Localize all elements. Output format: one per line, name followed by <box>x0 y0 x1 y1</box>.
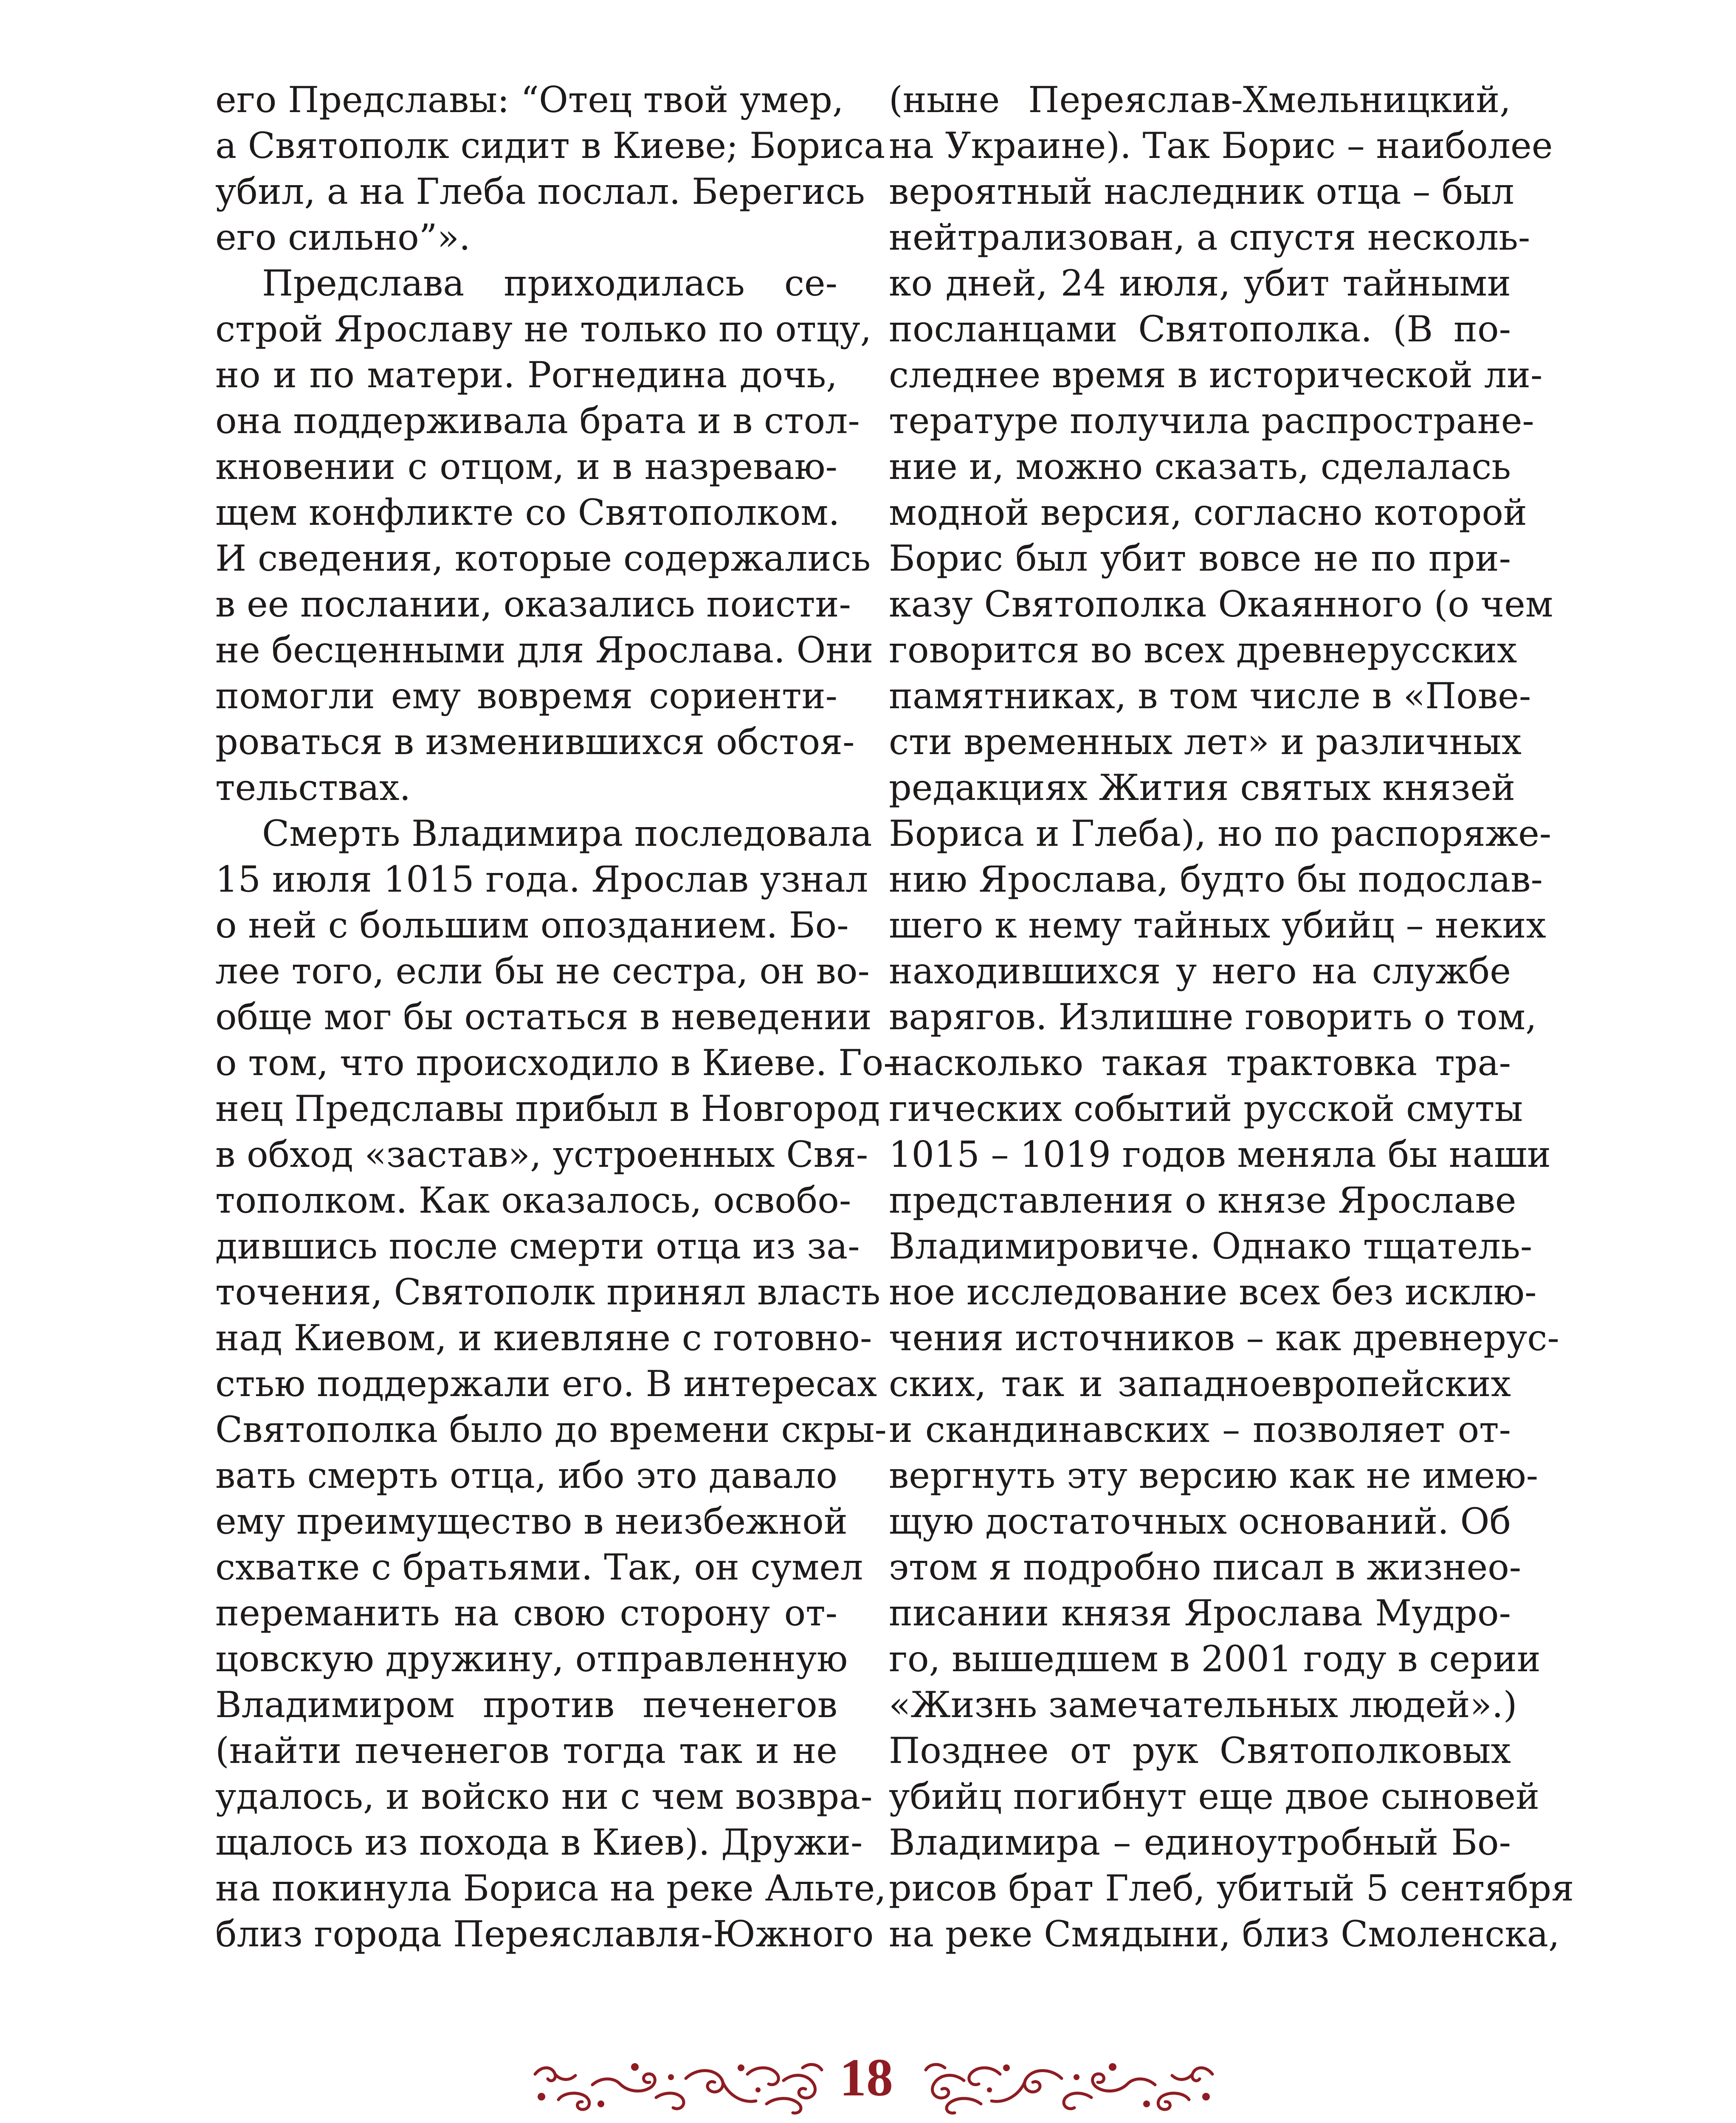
text-line: о ней с большим опозданием. Бо- <box>215 904 849 946</box>
text-line: (ныне Переяслав-Хмельницкий, <box>889 79 1511 121</box>
text-line: на реке Смядыни, близ Смоленска, <box>889 1913 1560 1955</box>
right-ornament-icon <box>922 2051 1219 2119</box>
text-line: Владимировиче. Однако тщатель- <box>889 1225 1533 1267</box>
text-line: стью поддержали его. В интересах <box>215 1363 877 1405</box>
page-number: 18 <box>840 2048 893 2107</box>
text-line: И сведения, которые содержались <box>215 538 871 579</box>
right-text-column <box>889 77 1574 1957</box>
left-ornament-icon <box>529 2051 826 2119</box>
text-line: строй Ярославу не только по отцу, <box>215 308 872 350</box>
text-line: но и по матери. Рогнедина дочь, <box>215 354 837 396</box>
text-line: тературе получила распростране- <box>889 400 1534 442</box>
text-line: Позднее от рук Святополковых <box>889 1730 1511 1771</box>
text-line: сти временных лет» и различных <box>889 721 1522 763</box>
text-line: его сильно”». <box>215 217 471 258</box>
text-line: в ее послании, оказались поисти- <box>215 583 851 625</box>
paragraph-first-line: Смерть Владимира последовала <box>262 813 872 854</box>
text-line: редакциях Жития святых князей <box>889 767 1516 808</box>
text-line: вероятный наследник отца – был <box>889 171 1514 212</box>
text-line: этом я подробно писал в жизнео- <box>889 1546 1522 1588</box>
text-line: точения, Святополк принял власть <box>215 1271 881 1313</box>
text-line: вергнуть эту версию как не имею- <box>889 1455 1539 1496</box>
text-line: го, вышедшем в 2001 году в серии <box>889 1638 1541 1680</box>
text-line: находившихся у него на службе <box>889 950 1511 992</box>
text-line: казу Святополка Окаянного (о чем <box>889 583 1553 625</box>
text-line: щую достаточных оснований. Об <box>889 1501 1511 1542</box>
text-line: она поддерживала брата и в стол- <box>215 400 860 442</box>
text-line: схватке с братьями. Так, он сумел <box>215 1546 863 1588</box>
text-line: щем конфликте со Святополком. <box>215 492 840 533</box>
text-line: Владимиром против печенегов <box>215 1684 837 1726</box>
text-line: на покинула Бориса на реке Альте, <box>215 1867 887 1909</box>
text-line: варягов. Излишне говорить о том, <box>889 996 1537 1038</box>
text-line: Бориса и Глеба), но по распоряже- <box>889 813 1552 854</box>
text-line: писании князя Ярослава Мудро- <box>889 1592 1511 1634</box>
text-line: ему преимущество в неизбежной <box>215 1501 848 1542</box>
text-line: памятниках, в том числе в «Пове- <box>889 675 1531 717</box>
text-line: ских, так и западноевропейских <box>889 1363 1511 1405</box>
text-line: кновении с отцом, и в назреваю- <box>215 446 837 487</box>
text-line: на Украине). Так Борис – наиболее <box>889 125 1553 166</box>
left-text-column <box>215 77 896 1957</box>
paragraph-first-line: Предслава приходилась се- <box>262 262 837 304</box>
text-line: Святополка было до времени скры- <box>215 1409 887 1450</box>
text-line: насколько такая трактовка тра- <box>889 1042 1511 1084</box>
text-line: нец Предславы прибыл в Новгород <box>215 1088 880 1129</box>
text-line: тополком. Как оказалось, освобо- <box>215 1180 851 1221</box>
text-line: не бесценными для Ярослава. Они <box>215 629 874 671</box>
text-line: ное исследование всех без исклю- <box>889 1271 1537 1313</box>
text-line: чения источников – как древнерус- <box>889 1317 1559 1359</box>
text-line: шего к нему тайных убийц – неких <box>889 904 1546 946</box>
text-line: «Жизнь замечательных людей».) <box>889 1684 1517 1726</box>
text-line: ние и, можно сказать, сделалась <box>889 446 1511 487</box>
text-line: нейтрализован, а спустя несколь- <box>889 217 1530 258</box>
text-line: цовскую дружину, отправленную <box>215 1638 848 1680</box>
text-line: обще мог бы остаться в неведении <box>215 996 872 1038</box>
text-line: лее того, если бы не сестра, он во- <box>215 950 870 992</box>
text-line: модной версия, согласно которой <box>889 492 1527 533</box>
text-line: убил, а на Глеба послал. Берегись <box>215 171 865 212</box>
text-line: в обход «застав», устроенных Свя- <box>215 1134 868 1175</box>
text-line: посланцами Святополка. (В по- <box>889 308 1511 350</box>
text-line: 1015 – 1019 годов меняла бы наши <box>889 1134 1551 1175</box>
text-line: вать смерть отца, ибо это давало <box>215 1455 837 1496</box>
text-line: помогли ему вовремя сориенти- <box>215 675 837 717</box>
text-line: гических событий русской смуты <box>889 1088 1523 1129</box>
text-line: щалось из похода в Киев). Дружи- <box>215 1822 863 1863</box>
text-line: (найти печенегов тогда так и не <box>215 1730 837 1771</box>
text-line: роваться в изменившихся обстоя- <box>215 721 855 763</box>
text-line: Владимира – единоутробный Бо- <box>889 1822 1511 1863</box>
text-line: говорится во всех древнерусских <box>889 629 1517 671</box>
text-line: близ города Переяславля-Южного <box>215 1913 874 1955</box>
text-line: и скандинавских – позволяет от- <box>889 1409 1511 1450</box>
text-line: ко дней, 24 июля, убит тайными <box>889 262 1511 304</box>
text-line: нию Ярослава, будто бы подослав- <box>889 859 1543 900</box>
text-line: рисов брат Глеб, убитый 5 сентября <box>889 1867 1574 1909</box>
text-line: убийц погибнут еще двое сыновей <box>889 1776 1540 1817</box>
text-line: его Предславы: “Отец твой умер, <box>215 79 844 121</box>
text-line: следнее время в исторической ли- <box>889 354 1543 396</box>
text-line: а Святополк сидит в Киеве; Бориса <box>215 125 885 166</box>
text-line: тельствах. <box>215 767 411 808</box>
text-line: 15 июля 1015 года. Ярослав узнал <box>215 859 868 900</box>
text-line: Борис был убит вовсе не по при- <box>889 538 1511 579</box>
text-line: над Киевом, и киевляне с готовно- <box>215 1317 872 1359</box>
text-line: дившись после смерти отца из за- <box>215 1225 860 1267</box>
text-line: о том, что происходило в Киеве. Го- <box>215 1042 896 1084</box>
page-footer <box>0 2038 1736 2123</box>
text-line: удалось, и войско ни с чем возвра- <box>215 1776 873 1817</box>
text-line: переманить на свою сторону от- <box>215 1592 837 1634</box>
text-line: представления о князе Ярославе <box>889 1180 1516 1221</box>
